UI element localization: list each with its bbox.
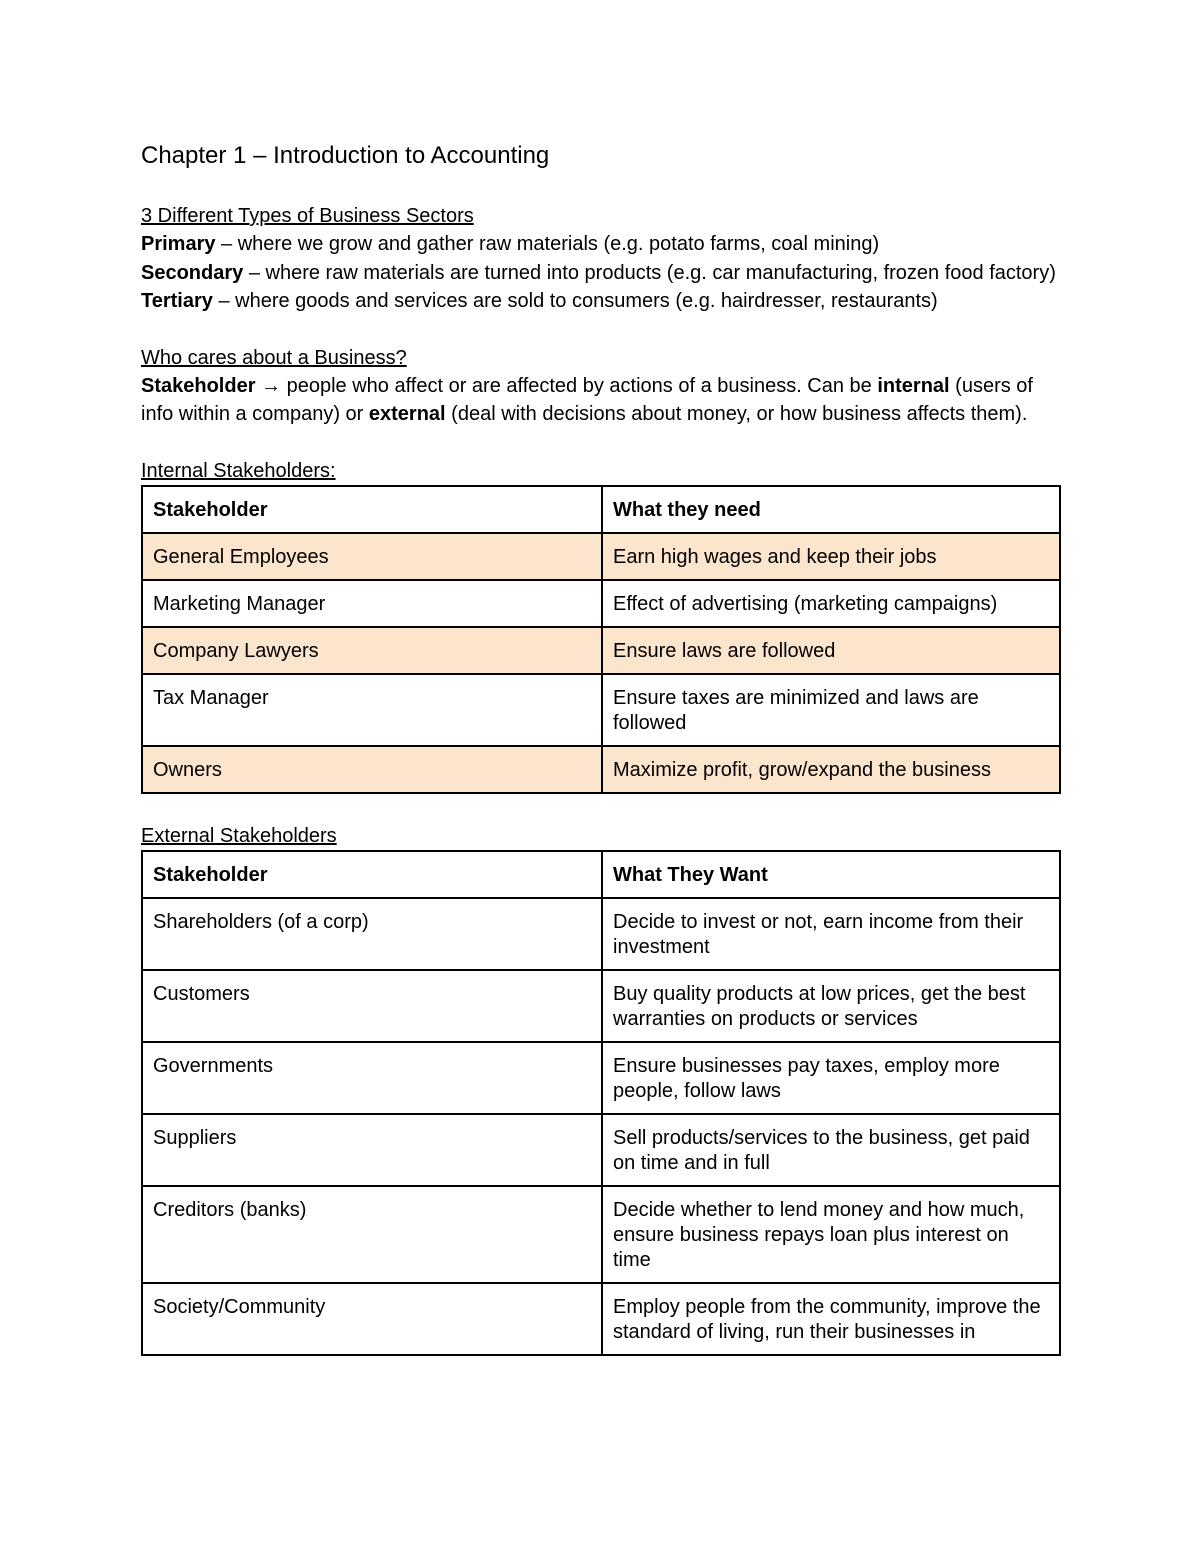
sector-text: – where we grow and gather raw materials (e.g. potato farms, coal mining) [215,233,880,255]
spacer [141,316,1061,344]
table-row [142,674,1060,746]
need-cell: Effect of advertising (marketing campaigns) [602,580,1060,627]
stakeholder-cell: Tax Manager [142,674,602,746]
want-cell: Decide to invest or not, earn income from their investment [602,898,1060,970]
want-cell: Ensure businesses pay taxes, employ more people, follow laws [602,1042,1060,1114]
table-row [142,746,1060,793]
external-term: external [368,403,446,425]
spacer [141,794,1061,822]
header-cell: Stakeholder [142,851,602,898]
stakeholder-cell: Creditors (banks) [142,1186,602,1283]
stakeholder-cell: Customers [142,970,602,1042]
sector-secondary [141,259,1061,288]
sector-text: – where raw materials are turned into products (e.g. car manufacturing, frozen food factory) [243,261,1056,284]
stakeholder-cell: Owners [142,746,602,793]
header-cell: What they need [602,486,1060,533]
table-row [142,533,1060,580]
sector-text: – where goods and services are sold to consumers (e.g. hairdresser, restaurants) [212,290,938,312]
sector-primary [141,230,1061,259]
want-cell: Decide whether to lend money and how much, ensure business repays loan plus interest on time [602,1186,1060,1283]
header-cell: What They Want [602,851,1060,898]
external-text: (deal with decisions about money, or how business affects them). [445,403,1028,425]
page-title: Chapter 1 – Introduction to Accounting [141,142,550,169]
table-row [142,1186,1060,1283]
internal-text: (users of info within a company) or [141,374,1033,425]
sector-term: Primary [141,233,216,255]
spacer [141,429,1061,457]
need-cell: Ensure laws are followed [602,627,1060,674]
table-row [142,970,1060,1042]
table-header-row [142,851,1060,898]
stakeholder-definition [141,372,1061,429]
stakeholder-cell: Shareholders (of a corp) [142,898,602,970]
sector-tertiary [141,287,1061,316]
table-row [142,1283,1060,1355]
internal-table-caption: Internal Stakeholders: [141,459,336,482]
internal-term: internal [877,374,950,397]
sectors-heading: 3 Different Types of Business Sectors [141,205,474,227]
want-cell: Employ people from the community, improve the standard of living, run their businesses in [602,1283,1060,1355]
stakeholders-heading: Who cares about a Business? [141,346,407,369]
document-page [141,140,1061,1356]
stakeholder-cell: Marketing Manager [142,580,602,627]
stakeholder-cell: Governments [142,1042,602,1114]
table-row [142,1114,1060,1186]
sector-term: Tertiary [141,290,213,312]
stakeholder-term: Stakeholder [141,374,256,397]
table-row [142,580,1060,627]
header-cell: Stakeholder [142,486,602,533]
external-stakeholders-table [141,850,1061,1356]
internal-stakeholders-table [141,485,1061,794]
external-table-caption: External Stakeholders [141,824,337,847]
need-cell: Earn high wages and keep their jobs [602,533,1060,580]
want-cell: Buy quality products at low prices, get the best warranties on products or services [602,970,1060,1042]
sector-term: Secondary [141,261,244,284]
need-cell: Ensure taxes are minimized and laws are followed [602,674,1060,746]
table-row [142,898,1060,970]
want-cell: Sell products/services to the business, get paid on time and in full [602,1114,1060,1186]
table-header-row [142,486,1060,533]
stakeholder-cell: Company Lawyers [142,627,602,674]
stakeholder-arrow-text: → people who affect or are affected by actions of a business. Can be [255,374,878,397]
table-row [142,627,1060,674]
stakeholder-cell: Society/Community [142,1283,602,1355]
table-row [142,1042,1060,1114]
stakeholder-cell: Suppliers [142,1114,602,1186]
need-cell: Maximize profit, grow/expand the business [602,746,1060,793]
stakeholder-cell: General Employees [142,533,602,580]
